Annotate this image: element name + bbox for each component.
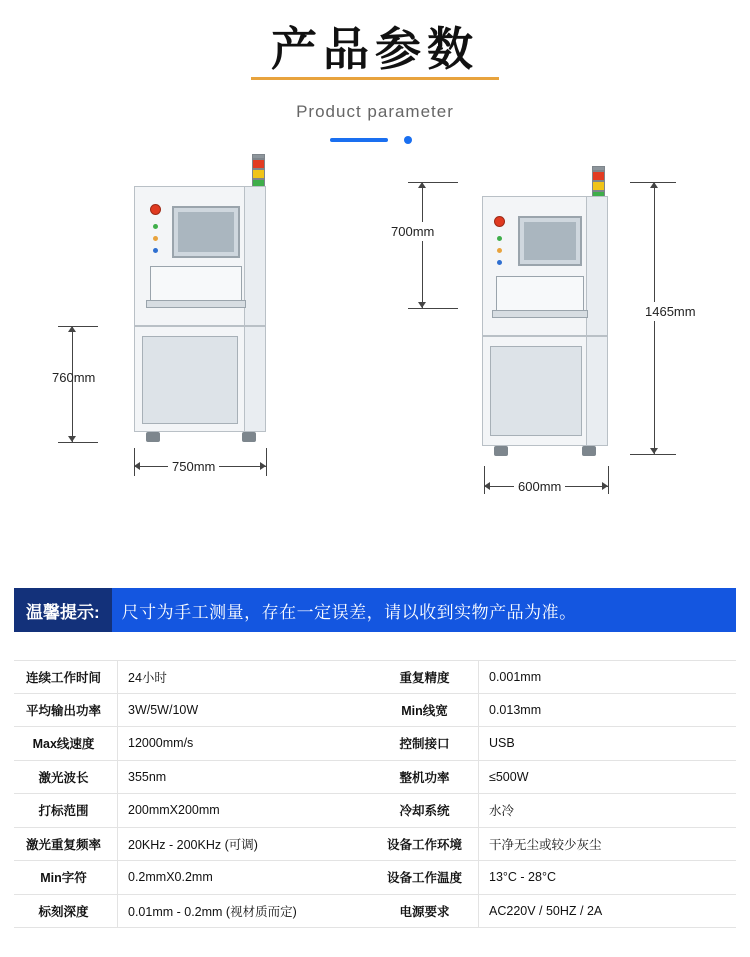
- signal-tower-red-2: [592, 171, 605, 181]
- work-window-ledge: [146, 300, 246, 308]
- notice-label: 温馨提示:: [14, 588, 112, 632]
- spec-key: 打标范围: [14, 794, 118, 827]
- signal-tower-red: [252, 159, 265, 169]
- rule-dot: [404, 136, 412, 144]
- spec-key: 连续工作时间: [14, 661, 118, 693]
- table-row: [375, 660, 736, 694]
- spec-value: 24小时: [128, 670, 167, 685]
- perspective-width-tick-right: [608, 466, 609, 494]
- spec-value: 水冷: [489, 804, 515, 819]
- indicator-led-blue: [153, 248, 158, 253]
- notice-bar: [14, 588, 736, 632]
- total-height-tick-top: [630, 182, 676, 183]
- page-title-text: 产品参数: [271, 23, 479, 75]
- lower-cabinet-door-2[interactable]: [490, 346, 582, 436]
- spec-key: 电源要求: [375, 895, 479, 928]
- upper-dim-tick-bottom: [408, 308, 458, 309]
- spec-value: 0.01mm - 0.2mm (视材质而定): [128, 904, 297, 919]
- emergency-stop-button-2[interactable]: [494, 216, 505, 227]
- notice-text: 尺寸为手工测量，存在一定误差，请以收到实物产品为准。: [112, 588, 736, 632]
- spec-value: USB: [489, 736, 515, 751]
- work-window: [150, 266, 242, 304]
- table-row: [375, 794, 736, 828]
- table-row: [375, 828, 736, 862]
- perspective-width-tick-left: [484, 466, 485, 494]
- caster-left-2: [494, 446, 508, 456]
- rule-bar: [330, 138, 388, 142]
- page-header: [0, 0, 750, 144]
- total-height-tick-bottom: [630, 454, 676, 455]
- spec-key: Min线宽: [375, 694, 479, 727]
- spec-table: [14, 660, 736, 928]
- spec-key: 标刻深度: [14, 895, 118, 928]
- spec-value: 0.013mm: [489, 702, 542, 717]
- spec-value: ≤500W: [489, 769, 529, 784]
- table-row: [14, 861, 375, 895]
- upper-dim-line: [422, 182, 423, 308]
- spec-key: 控制接口: [375, 727, 479, 760]
- hmi-screen[interactable]: [172, 206, 240, 258]
- table-row: [375, 761, 736, 795]
- spec-column-right: [375, 660, 736, 928]
- machine-perspective-view: [391, 174, 696, 514]
- spec-value: 干净无尘或较少灰尘: [489, 837, 602, 852]
- spec-key: 重复精度: [375, 661, 479, 693]
- spec-key: 冷却系统: [375, 794, 479, 827]
- caster-left: [146, 432, 160, 442]
- spec-value: 12000mm/s: [128, 736, 194, 751]
- hmi-screen-2[interactable]: [518, 216, 582, 266]
- front-height-tick-bottom: [58, 442, 98, 443]
- lower-cabinet-door[interactable]: [142, 336, 238, 424]
- spec-key: 激光波长: [14, 761, 118, 794]
- front-width-label: 750mm: [168, 459, 219, 474]
- emergency-stop-button[interactable]: [150, 204, 161, 215]
- table-row: [14, 761, 375, 795]
- table-row: [14, 828, 375, 862]
- perspective-width-label: 600mm: [514, 479, 565, 494]
- indicator-led-amber-2: [497, 248, 502, 253]
- spec-value: 20KHz - 200KHz (可调): [128, 837, 258, 852]
- indicator-led-blue-2: [497, 260, 502, 265]
- lower-cabinet-side: [244, 326, 266, 432]
- upper-cabinet-side: [244, 186, 266, 326]
- decorative-rule: [330, 136, 420, 144]
- caster-right-2: [582, 446, 596, 456]
- spec-key: 设备工作环境: [375, 828, 479, 861]
- machine-diagram: [0, 154, 750, 549]
- spec-value: 0.001mm: [489, 669, 542, 684]
- front-height-tick-top: [58, 326, 98, 327]
- lower-cabinet-side-2: [586, 336, 608, 446]
- front-width-tick-right: [266, 448, 267, 476]
- work-window-ledge-2: [492, 310, 588, 318]
- spec-key: Min字符: [14, 861, 118, 894]
- hmi-screen-display: [178, 212, 234, 252]
- table-row: [375, 895, 736, 929]
- table-row: [375, 694, 736, 728]
- spec-value: 355nm: [128, 769, 167, 784]
- table-row: [14, 794, 375, 828]
- spec-key: Max线速度: [14, 727, 118, 760]
- signal-tower-yellow-2: [592, 181, 605, 191]
- indicator-led-green: [153, 224, 158, 229]
- work-window-2: [496, 276, 584, 314]
- spec-key: 平均输出功率: [14, 694, 118, 727]
- table-row: [14, 660, 375, 694]
- title-underline: [251, 77, 499, 80]
- spec-key: 激光重复频率: [14, 828, 118, 861]
- upper-dim-tick-top: [408, 182, 458, 183]
- table-row: [375, 861, 736, 895]
- indicator-led-green-2: [497, 236, 502, 241]
- table-row: [14, 895, 375, 929]
- spec-value: 13°C - 28°C: [489, 870, 556, 885]
- caster-right: [242, 432, 256, 442]
- spec-key: 设备工作温度: [375, 861, 479, 894]
- signal-tower-yellow: [252, 169, 265, 179]
- spec-value: 200mmX200mm: [128, 803, 220, 818]
- spec-value: 0.2mmX0.2mm: [128, 870, 213, 885]
- spec-key: 整机功率: [375, 761, 479, 794]
- hmi-screen-display-2: [524, 222, 576, 260]
- spec-column-left: [14, 660, 375, 928]
- machine-front-view: [52, 154, 290, 484]
- table-row: [14, 694, 375, 728]
- page-subtitle: Product parameter: [296, 101, 454, 121]
- upper-dim-label: 700mm: [388, 222, 437, 241]
- table-row: [375, 727, 736, 761]
- total-height-label: 1465mm: [642, 302, 699, 321]
- table-row: [14, 727, 375, 761]
- spec-value: 3W/5W/10W: [128, 702, 199, 717]
- spec-value: AC220V / 50HZ / 2A: [489, 903, 603, 918]
- page-title: [247, 24, 503, 88]
- front-height-label: 760mm: [52, 369, 96, 385]
- upper-cabinet-side-2: [586, 196, 608, 336]
- front-width-tick-left: [134, 448, 135, 476]
- indicator-led-amber: [153, 236, 158, 241]
